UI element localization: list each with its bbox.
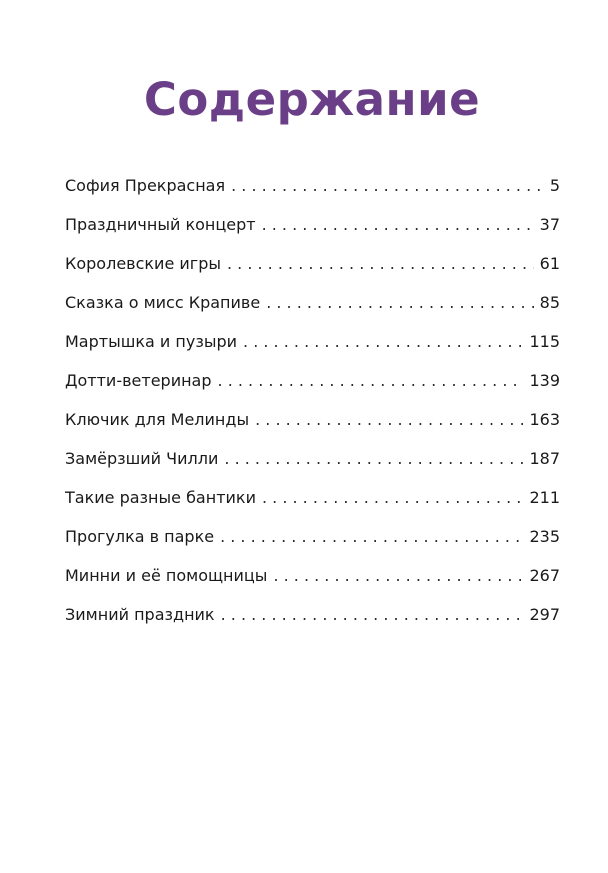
toc-entry	[65, 215, 560, 254]
toc-entry-title: Королевские игры	[65, 254, 221, 273]
toc-entry	[65, 605, 560, 644]
dot-leader	[220, 527, 523, 546]
table-of-contents	[65, 176, 560, 644]
toc-entry	[65, 332, 560, 371]
toc-entry-title: Сказка о мисс Крапиве	[65, 293, 261, 312]
toc-entry	[65, 488, 560, 527]
dot-leader	[231, 176, 544, 195]
dot-leader	[224, 449, 523, 468]
toc-entry-page: 163	[529, 410, 560, 429]
toc-entry-page: 37	[539, 215, 560, 234]
toc-entry-page: 139	[529, 371, 560, 390]
toc-entry-page: 297	[529, 605, 560, 624]
dot-leader	[255, 410, 523, 429]
toc-entry	[65, 293, 560, 332]
toc-entry-page: 267	[529, 566, 560, 585]
toc-entry	[65, 176, 560, 215]
toc-entry-title: Минни и её помощницы	[65, 566, 268, 585]
toc-entry	[65, 449, 560, 488]
toc-entry-title: Праздничный концерт	[65, 215, 256, 234]
dot-leader	[218, 371, 524, 390]
toc-entry-title: Ключик для Мелинды	[65, 410, 250, 429]
toc-entry-page: 187	[529, 449, 560, 468]
dot-leader	[273, 566, 523, 585]
toc-entry-title: Зимний праздник	[65, 605, 215, 624]
dot-leader	[243, 332, 523, 351]
toc-entry-page: 85	[539, 293, 560, 312]
toc-entry-title: Дотти-ветеринар	[65, 371, 212, 390]
toc-entry-title: Прогулка в парке	[65, 527, 215, 546]
dot-leader	[266, 293, 533, 312]
toc-entry	[65, 371, 560, 410]
toc-entry-title: София Прекрасная	[65, 176, 226, 195]
toc-entry	[65, 254, 560, 293]
dot-leader	[227, 254, 534, 273]
toc-entry-page: 5	[549, 176, 560, 195]
toc-entry-page: 235	[529, 527, 560, 546]
dot-leader	[221, 605, 524, 624]
toc-entry	[65, 566, 560, 605]
page-title: Содержание	[143, 73, 481, 126]
toc-entry-page: 115	[529, 332, 560, 351]
toc-entry-title: Замёрзший Чилли	[65, 449, 219, 468]
toc-entry	[65, 527, 560, 566]
toc-entry-page: 211	[529, 488, 560, 507]
toc-entry-title: Мартышка и пузыри	[65, 332, 238, 351]
toc-entry	[65, 410, 560, 449]
toc-entry-page: 61	[539, 254, 560, 273]
toc-entry-title: Такие разные бантики	[65, 488, 256, 507]
dot-leader	[262, 488, 523, 507]
dot-leader	[262, 215, 534, 234]
